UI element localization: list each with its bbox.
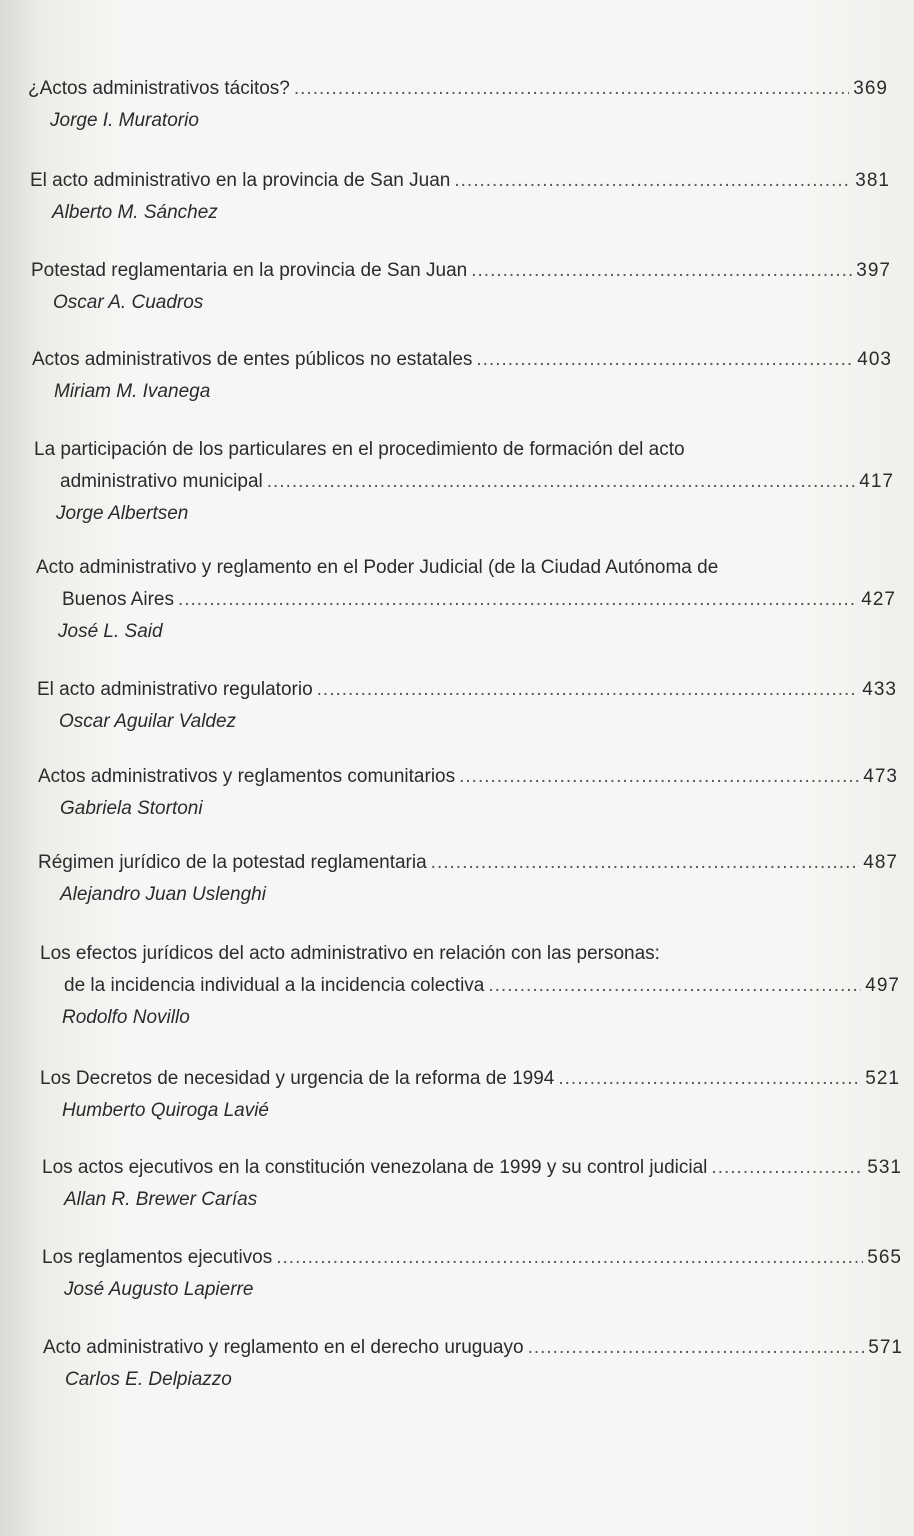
leader-dots: [267, 467, 856, 497]
page-number: 403: [857, 349, 892, 370]
entry-title-line: [42, 1153, 902, 1183]
toc-entry: [30, 166, 890, 228]
entry-title: administrativo municipal: [60, 471, 263, 492]
entry-author: Rodolfo Novillo: [62, 1007, 190, 1028]
entry-title-line: [43, 1333, 903, 1363]
page-number: 531: [867, 1157, 902, 1178]
toc-entry: [42, 1243, 902, 1305]
leader-dots: [317, 675, 859, 705]
entry-title-first-line: La participación de los particulares en el procedimiento de formación del acto: [34, 439, 685, 460]
toc-entry: [28, 74, 888, 136]
toc-entry: [31, 256, 891, 318]
entry-author: Jorge I. Muratorio: [50, 110, 199, 131]
leader-dots: [711, 1153, 863, 1183]
page-number: 571: [868, 1337, 903, 1358]
entry-title: de la incidencia individual a la incidencia colectiva: [64, 975, 485, 996]
entry-title-first-line: Los efectos jurídicos del acto administrativo en relación con las personas:: [40, 943, 660, 964]
leader-dots: [476, 345, 853, 375]
entry-author: Gabriela Stortoni: [60, 798, 203, 819]
leader-dots: [454, 166, 851, 196]
entry-title: Los actos ejecutivos en la constitución venezolana de 1999 y su control judicial: [42, 1157, 708, 1178]
entry-author: Humberto Quiroga Lavié: [62, 1100, 269, 1121]
leader-dots: [471, 256, 852, 286]
page-number: 369: [853, 78, 888, 99]
leader-dots: [528, 1333, 865, 1363]
leader-dots: [431, 848, 860, 878]
entry-title-line: [30, 166, 890, 196]
entry-author: Oscar A. Cuadros: [53, 292, 204, 313]
entry-author: Jorge Albertsen: [56, 503, 189, 524]
toc-entry: [43, 1333, 903, 1395]
entry-title-line: [38, 762, 898, 792]
toc-entry: [40, 939, 900, 1033]
entry-title-line: [38, 848, 898, 878]
entry-author: Carlos E. Delpiazzo: [65, 1369, 232, 1390]
page-number: 397: [856, 260, 891, 281]
entry-title: Régimen jurídico de la potestad reglamentaria: [38, 852, 427, 873]
toc-entry: [38, 762, 898, 824]
entry-title: Acto administrativo y reglamento en el derecho uruguayo: [43, 1337, 524, 1358]
entry-title-line: [42, 1243, 902, 1273]
toc-entry: [42, 1153, 902, 1215]
page-number: 427: [861, 589, 896, 610]
toc-entry: [38, 848, 898, 910]
page-number: 433: [862, 679, 897, 700]
leader-dots: [459, 762, 859, 792]
page-number: 417: [859, 471, 894, 492]
entry-title: El acto administrativo en la provincia de San Juan: [30, 170, 451, 191]
entry-title-line: [37, 675, 897, 705]
toc-entry: [34, 435, 894, 529]
leader-dots: [276, 1243, 863, 1273]
entry-title: Actos administrativos y reglamentos comunitarios: [38, 766, 456, 787]
page-number: 487: [863, 852, 898, 873]
entry-author: Alejandro Juan Uslenghi: [60, 884, 266, 905]
leader-dots: [488, 971, 861, 1001]
toc-entry: [32, 345, 892, 407]
page-number: 521: [865, 1068, 900, 1089]
leader-dots: [558, 1064, 861, 1094]
entry-author: Allan R. Brewer Carías: [64, 1189, 258, 1210]
page-number: 381: [855, 170, 890, 191]
page-number: 565: [867, 1247, 902, 1268]
entry-author: José L. Said: [58, 621, 163, 642]
toc-entry: [37, 675, 897, 737]
entry-title-line: [62, 585, 896, 615]
entry-author: Alberto M. Sánchez: [52, 202, 218, 223]
entry-title-line: [32, 345, 892, 375]
entry-title: Potestad reglamentaria en la provincia de San Juan: [31, 260, 468, 281]
entry-title: Buenos Aires: [62, 589, 174, 610]
leader-dots: [178, 585, 857, 615]
entry-title: El acto administrativo regulatorio: [37, 679, 313, 700]
toc-entry: [40, 1064, 900, 1126]
entry-title: Los reglamentos ejecutivos: [42, 1247, 273, 1268]
entry-title: Los Decretos de necesidad y urgencia de la reforma de 1994: [40, 1068, 555, 1089]
page-number: 497: [865, 975, 900, 996]
entry-title-line: [31, 256, 891, 286]
entry-title-line: [64, 971, 900, 1001]
entry-title: Actos administrativos de entes públicos no estatales: [32, 349, 473, 370]
toc-entry: [36, 553, 896, 647]
entry-title-first-line: Acto administrativo y reglamento en el Poder Judicial (de la Ciudad Autónoma de: [36, 557, 719, 578]
entry-author: Miriam M. Ivanega: [54, 381, 211, 402]
entry-title: ¿Actos administrativos tácitos?: [28, 78, 290, 99]
page-number: 473: [863, 766, 898, 787]
entry-title-line: [60, 467, 894, 497]
entry-author: Oscar Aguilar Valdez: [59, 711, 237, 732]
entry-author: José Augusto Lapierre: [64, 1279, 254, 1300]
entry-title-line: [28, 74, 888, 104]
entry-title-line: [40, 1064, 900, 1094]
leader-dots: [294, 74, 849, 104]
